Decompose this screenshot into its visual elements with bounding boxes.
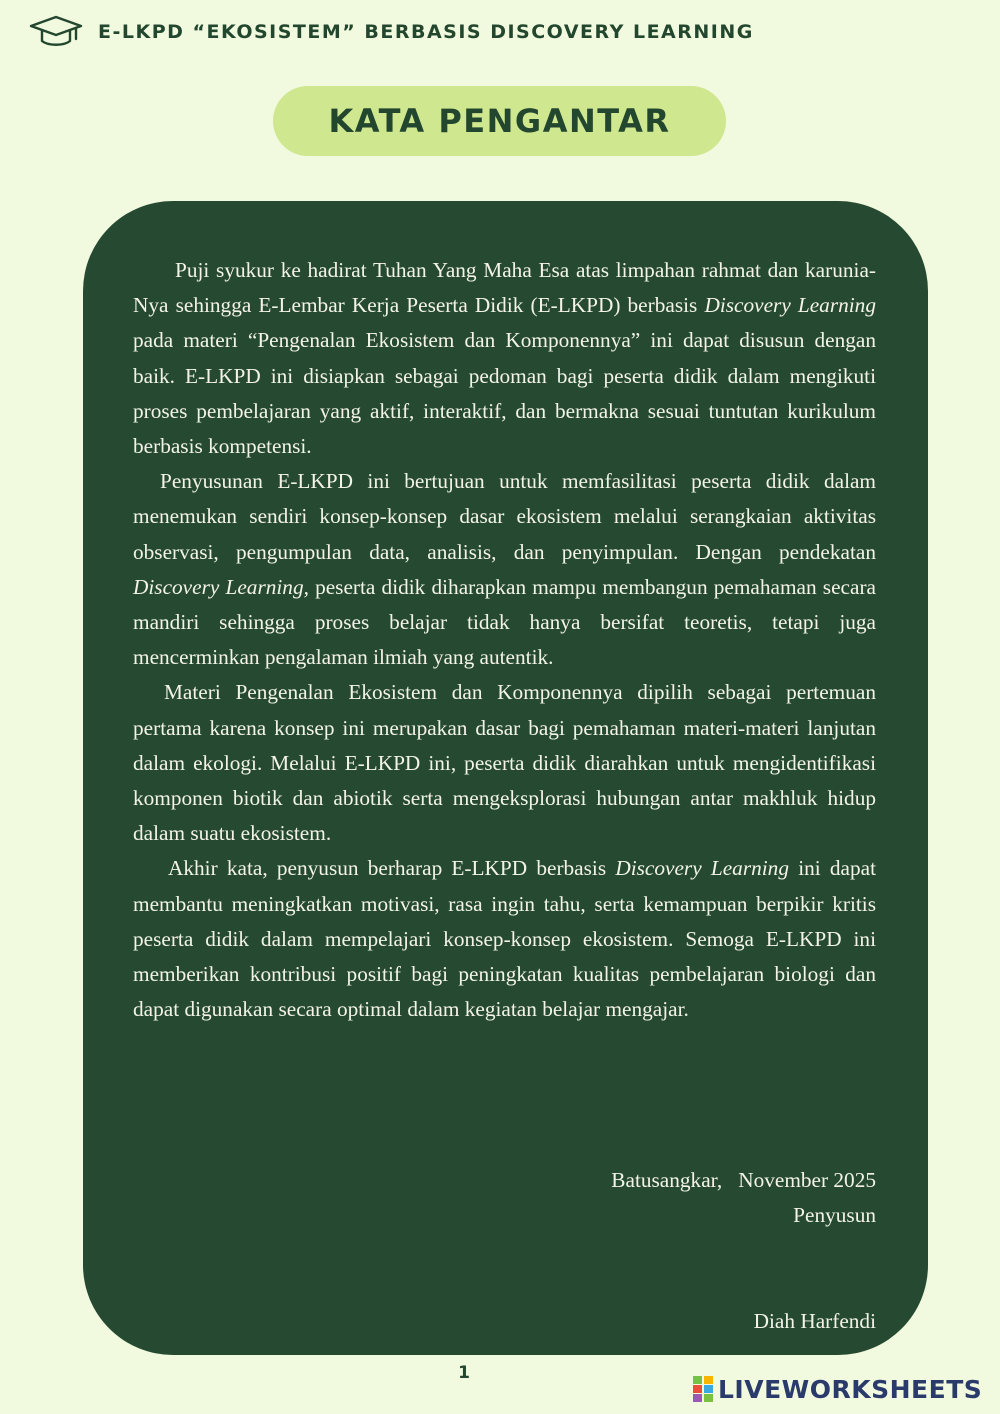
branding-text: LIVEWORKSHEETS xyxy=(718,1374,983,1404)
paragraph-1: Puji syukur ke hadirat Tuhan Yang Maha Esa atas limpahan rahmat dan karunia-Nya sehingga E-Lembar Kerja Peserta Didik (E-LKPD) berbasis Discovery Learning pada materi “Pengenalan Ekosistem dan Komponennya” ini dapat disusun dengan baik. E-LKPD ini disiapkan sebagai pedoman bagi peserta didik dalam mengikuti proses pembelajaran yang aktif, interaktif, dan bermakna sesuai tuntutan kurikulum berbasis kompetensi. xyxy=(133,258,876,459)
place-date: Batusangkar, November 2025 xyxy=(611,1168,876,1192)
body-text xyxy=(133,253,876,1027)
closing-block xyxy=(611,1163,876,1233)
emphasis-discovery-learning: Discovery Learning xyxy=(704,293,876,318)
page-header xyxy=(28,14,754,50)
author-role: Penyusun xyxy=(793,1203,876,1228)
paragraph-2: Penyusunan E-LKPD ini bertujuan untuk memfasilitasi peserta didik dalam menemukan sendiri konsep-konsep dasar ekosistem melalui serangkaian aktivitas observasi, pengumpulan data, analisis, dan penyimpulan. Dengan pendekatan Discovery Learning, peserta didik diharapkan mampu membangun pemahaman secara mandiri sehingga proses belajar tidak hanya bersifat teoretis, tetapi juga mencerminkan pengalaman ilmiah yang autentik. xyxy=(133,469,876,670)
author-name: Diah Harfendi xyxy=(753,1309,876,1333)
emphasis-discovery-learning: Discovery Learning, xyxy=(133,574,309,599)
branding[interactable] xyxy=(692,1373,982,1405)
liveworksheets-logo-icon xyxy=(692,1375,714,1403)
section-title: KATA PENGANTAR xyxy=(328,102,671,140)
graduation-cap-icon xyxy=(28,15,84,49)
page-number: 1 xyxy=(458,1363,470,1383)
header-title: E-LKPD “EKOSISTEM” BERBASIS DISCOVERY LEARNING xyxy=(98,21,754,43)
paragraph-3: Materi Pengenalan Ekosistem dan Komponennya dipilih sebagai pertemuan pertama karena konsep ini merupakan dasar bagi pemahaman materi-materi lanjutan dalam ekologi. Melalui E-LKPD ini, peserta didik diarahkan untuk mengidentifikasi komponen biotik dan abiotik serta mengeksplorasi hubungan antar makhluk hidup dalam suatu ekosistem. xyxy=(133,680,876,846)
emphasis-discovery-learning: Discovery Learning xyxy=(615,856,789,881)
section-title-pill xyxy=(273,86,726,156)
paragraph-4: Akhir kata, penyusun berharap E-LKPD berbasis Discovery Learning ini dapat membantu meningkatkan motivasi, rasa ingin tahu, serta kemampuan berpikir kritis peserta didik dalam mempelajari konsep-konsep ekosistem. Semoga E-LKPD ini memberikan kontribusi positif bagi peningkatan kualitas pembelajaran biologi dan dapat digunakan secara optimal dalam kegiatan belajar mengajar. xyxy=(133,856,876,1022)
